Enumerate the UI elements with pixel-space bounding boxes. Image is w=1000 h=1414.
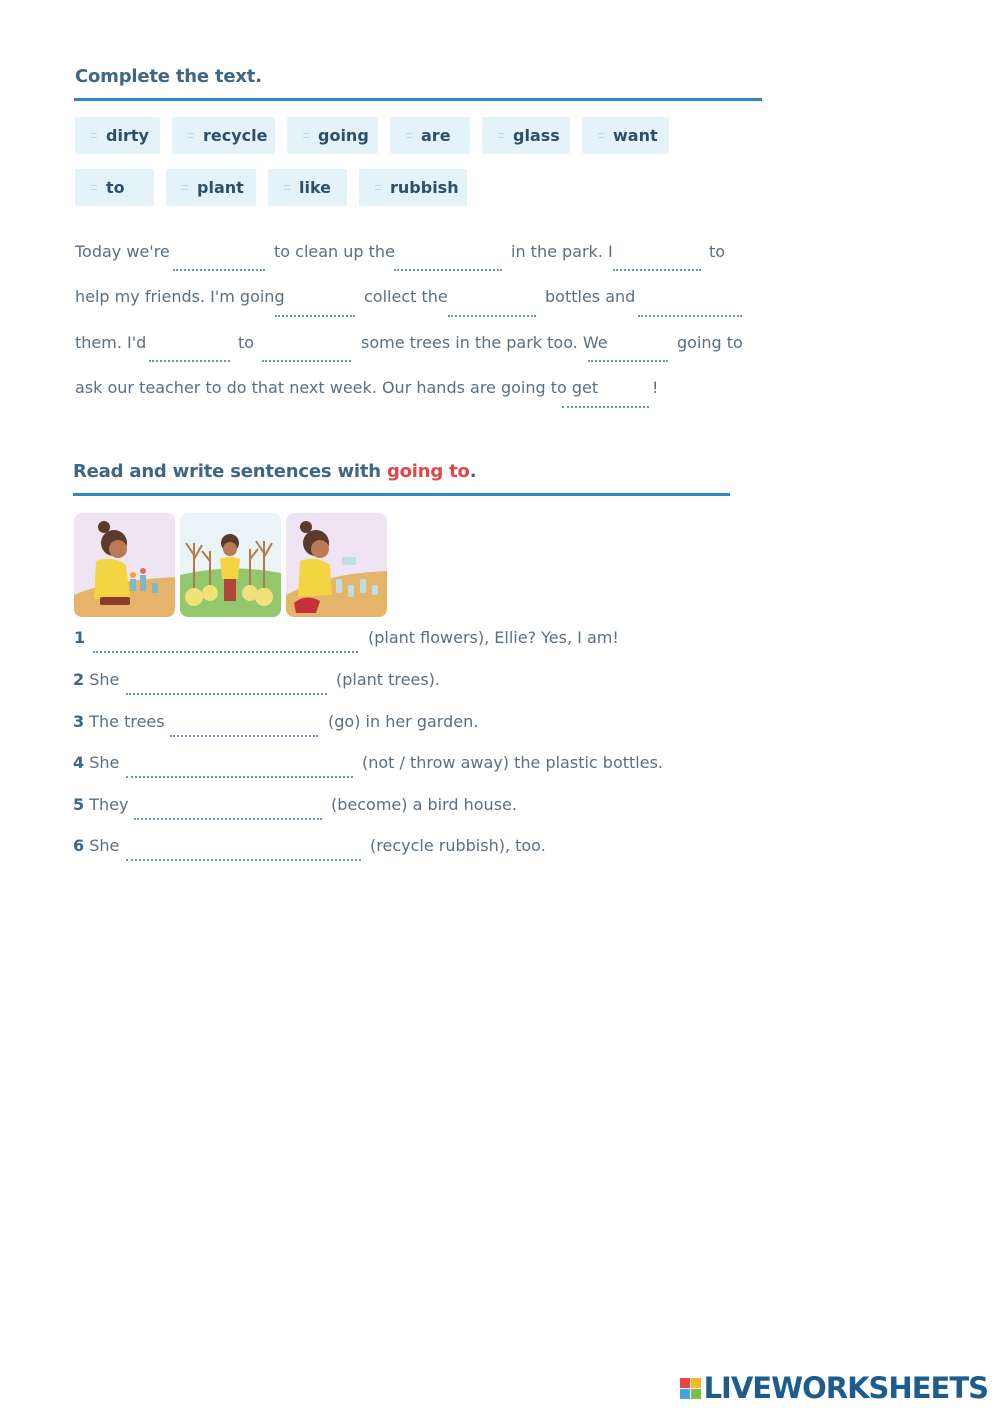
drag-handle-icon xyxy=(284,185,290,190)
sentence-2-hint: (plant trees). xyxy=(336,670,440,689)
paragraph-text: help my friends. I'm going xyxy=(75,287,285,306)
section-title-going-to: Read and write sentences with going to. xyxy=(73,461,477,482)
paragraph-text: going to xyxy=(677,333,743,352)
drop-blank-6[interactable] xyxy=(638,311,742,317)
paragraph-text: ! xyxy=(652,378,659,397)
drag-handle-icon xyxy=(406,133,412,138)
paragraph-text: to xyxy=(709,242,726,261)
drop-blank-5[interactable] xyxy=(448,311,536,317)
drop-blank-9[interactable] xyxy=(588,356,668,362)
word-chip-recycle[interactable]: recycle xyxy=(172,117,275,154)
drag-handle-icon xyxy=(91,185,97,190)
answer-blank-4[interactable] xyxy=(126,772,353,778)
word-chip-dirty[interactable]: dirty xyxy=(75,117,160,154)
paragraph-text: in the park. I xyxy=(511,242,613,261)
drag-handle-icon xyxy=(375,185,381,190)
answer-blank-5[interactable] xyxy=(134,814,322,820)
girl-planting-trees-image xyxy=(180,513,281,617)
sentence-1-hint: (plant flowers), Ellie? Yes, I am! xyxy=(368,628,619,647)
drag-handle-icon xyxy=(91,133,97,138)
word-chip-glass[interactable]: glass xyxy=(482,117,570,154)
answer-blank-3[interactable] xyxy=(170,731,318,737)
paragraph-text: them. I'd xyxy=(75,333,147,352)
drag-handle-icon xyxy=(498,133,504,138)
word-chip-plant[interactable]: plant xyxy=(166,169,256,206)
paragraph-text: Today we're xyxy=(75,242,170,261)
sentence-6-hint: (recycle rubbish), too. xyxy=(370,836,546,855)
sentence-5: 5 They xyxy=(73,795,129,814)
sentence-6: 6 She xyxy=(73,836,120,855)
sentence-5-hint: (become) a bird house. xyxy=(331,795,517,814)
word-chip-are[interactable]: are xyxy=(390,117,470,154)
word-chip-to[interactable]: to xyxy=(75,169,154,206)
answer-blank-2[interactable] xyxy=(126,689,327,695)
paragraph-text: to xyxy=(238,333,255,352)
sentence-2: 2 She xyxy=(73,670,120,689)
word-chip-going[interactable]: going xyxy=(287,117,378,154)
liveworksheets-logo xyxy=(680,1371,988,1405)
paragraph-text: some trees in the park too. We xyxy=(361,333,608,352)
drop-blank-10[interactable] xyxy=(562,402,649,408)
paragraph-text: to clean up the xyxy=(274,242,395,261)
liveworksheets-logo-icon xyxy=(680,1378,701,1399)
answer-blank-1[interactable] xyxy=(93,647,358,653)
paragraph-text: collect the xyxy=(364,287,448,306)
drag-handle-icon xyxy=(182,185,188,190)
title-highlight: going to xyxy=(386,461,470,482)
word-chip-rubbish[interactable]: rubbish xyxy=(359,169,467,206)
girl-with-bottles-image xyxy=(286,513,387,617)
paragraph-text: ask our teacher to do that next week. Our hands are going to get xyxy=(75,378,599,397)
sentence-4: 4 She xyxy=(73,753,120,772)
drag-handle-icon xyxy=(598,133,604,138)
sentence-4-hint: (not / throw away) the plastic bottles. xyxy=(362,753,663,772)
sentence-1: 1 xyxy=(74,628,86,647)
drag-handle-icon xyxy=(188,133,194,138)
section-title-complete-text: Complete the text. xyxy=(75,66,262,87)
drop-blank-7[interactable] xyxy=(149,356,230,362)
sentence-3-hint: (go) in her garden. xyxy=(328,712,479,731)
drop-blank-3[interactable] xyxy=(613,265,701,271)
word-chip-like[interactable]: like xyxy=(268,169,347,206)
drop-blank-4[interactable] xyxy=(275,311,355,317)
section-rule xyxy=(74,98,762,101)
drop-blank-2[interactable] xyxy=(394,265,502,271)
drag-handle-icon xyxy=(303,133,309,138)
logo-text: LIVEWORKSHEETS xyxy=(703,1371,988,1405)
sentence-3: 3 The trees xyxy=(73,712,165,731)
drop-blank-1[interactable] xyxy=(173,265,265,271)
girl-planting-flowers-image xyxy=(74,513,175,617)
word-chip-want[interactable]: want xyxy=(582,117,669,154)
paragraph-text: bottles and xyxy=(545,287,636,306)
answer-blank-6[interactable] xyxy=(126,855,361,861)
section-rule xyxy=(73,493,730,496)
drop-blank-8[interactable] xyxy=(262,356,351,362)
